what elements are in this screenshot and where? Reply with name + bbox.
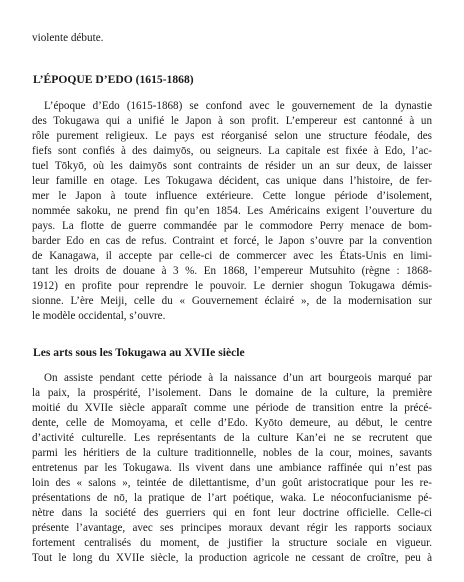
- text-line: fiefs sont confiés à des daimyōs, ou seigneurs. La capitale est fixée à Edo, l’ac-: [32, 145, 432, 157]
- text-line: la paix, la prospérité, l’isolement. Dans le domaine de la culture, la première: [32, 387, 432, 399]
- continued-text: violente débute.: [32, 32, 104, 44]
- text-line: d’activité culturelle. Les représentants de la culture Kan’ei ne se recrutent que: [32, 432, 432, 444]
- text-line: moitié du XVIIe siècle apparaît comme une période de transition entre la précé-: [32, 402, 432, 414]
- text-line: Tout le long du XVIIe siècle, la production agricole ne cessant de croître, peu à: [32, 552, 432, 564]
- text-line: sionne. L’ère Meiji, celle du « Gouvernement éclairé », de la modernisation sur: [32, 295, 432, 307]
- text-line: présentations de nō, la pratique de l’art poétique, waka. Le néoconfucianisme pé-: [32, 492, 432, 504]
- section-heading-arts: Les arts sous les Tokugawa au XVIIe siècle: [33, 346, 245, 359]
- text-line: nommée sakoku, ne prend fin qu’en 1854. Les Américains exigent l’ouverture du: [32, 205, 432, 217]
- text-line: parmi les héritiers de la culture traditionnelle, nobles de la cour, moines, savants: [32, 447, 432, 459]
- text-line: leur famille en otage. Les Tokugawa décident, cas unique dans l’histoire, de fer-: [32, 175, 432, 187]
- text-line: tuel Tōkyō, où les daimyōs sont contraints de résider un an sur deux, de laisser: [32, 160, 432, 172]
- text-line: entretenus par les Tokugawa. Ils vivent dans une ambiance raffinée qui n’est pas: [32, 462, 432, 474]
- text-line: L’époque d’Edo (1615-1868) se confond avec le gouvernement de la dynastie: [44, 100, 432, 112]
- text-line: barder Edo en cas de refus. Contraint et forcé, le Japon s’ouvre par la convention: [32, 235, 432, 247]
- text-line: présente l’avantage, avec ses principes moraux devant régir les rapports sociaux: [32, 522, 432, 534]
- text-line: On assiste pendant cette période à la naissance d’un art bourgeois marqué par: [44, 372, 432, 384]
- text-line: loin des « salons », teintée de dilettantisme, d’un goût aristocratique pour les re-: [32, 477, 432, 489]
- text-line: le modèle occidental, s’ouvre.: [32, 310, 166, 322]
- text-line: dente, celle de Momoyama, et celle d’Edo. Kyōto demeure, au début, le centre: [32, 417, 432, 429]
- text-line: mer le Japon à toute influence extérieure. Cette longue période d’isolement,: [32, 190, 432, 202]
- paragraph-arts: [32, 371, 432, 566]
- text-line: nètre dans la société des guerriers qui en font leur doctrine officielle. Celle-ci: [32, 507, 432, 519]
- text-line: de Kanagawa, il accepte par celle-ci de commercer avec les États-Unis en limi-: [32, 250, 432, 262]
- paragraph-edo: [32, 99, 432, 324]
- text-line: rôle purement religieux. Le pays est réorganisé selon une structure féodale, des: [32, 130, 432, 142]
- section-heading-edo: L’ÉPOQUE D’EDO (1615-1868): [33, 73, 194, 86]
- text-line: pays. La flotte de guerre commandée par le commodore Perry menace de bom-: [32, 220, 432, 232]
- text-line: fortement centralisés du moment, de justifier la structure sociale en vigueur.: [32, 537, 432, 549]
- text-line: 1912) en profite pour reprendre le pouvoir. Le dernier shogun Tokugawa démis-: [32, 280, 432, 292]
- text-line: tant les droits de douane à 3 %. En 1868, l’empereur Mutsuhito (règne : 1868-: [32, 265, 432, 277]
- text-line: des Tokugawa qui a unifié le Japon à son profit. L’empereur est cantonné à un: [32, 115, 432, 127]
